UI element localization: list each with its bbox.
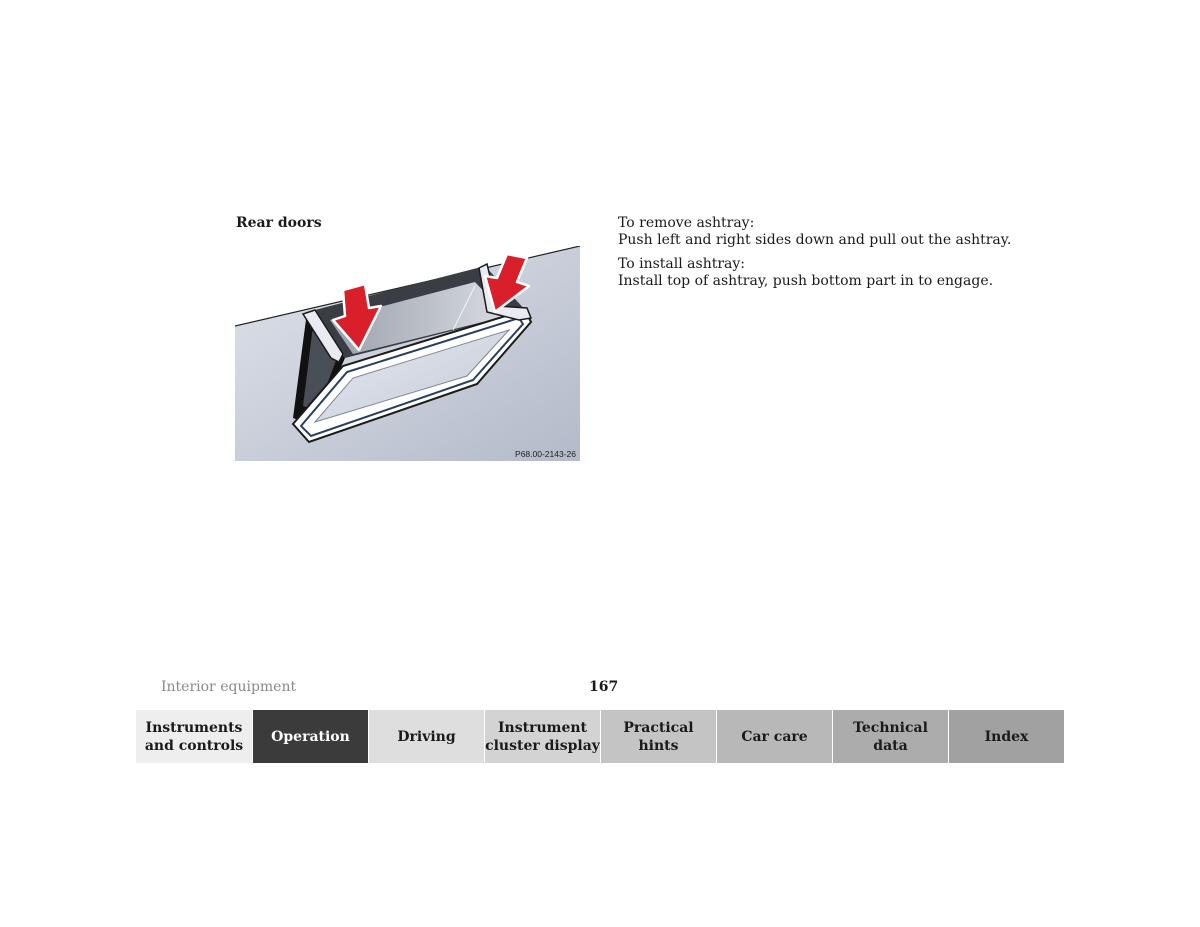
tab-index[interactable]: Index xyxy=(948,710,1064,763)
section-title: Interior equipment xyxy=(161,679,297,695)
remove-text: Push left and right sides down and pull out the ashtray. xyxy=(618,232,1012,248)
tab-instrument-cluster-display[interactable]: Instrument cluster display xyxy=(484,710,600,763)
tab-driving[interactable]: Driving xyxy=(368,710,484,763)
chapter-nav xyxy=(136,710,1064,763)
tab-practical-hints[interactable]: Practical hints xyxy=(600,710,716,763)
install-instruction xyxy=(618,256,1038,290)
tab-operation[interactable]: Operation xyxy=(252,710,368,763)
tab-instruments-and-controls[interactable]: Instruments and controls xyxy=(136,710,252,763)
tab-technical-data[interactable]: Technical data xyxy=(832,710,948,763)
remove-instruction xyxy=(618,215,1038,249)
figure-code: P68.00-2143-26 xyxy=(515,449,576,459)
section-heading: Rear doors xyxy=(236,215,322,231)
install-label: To install ashtray: xyxy=(618,256,746,272)
tab-car-care[interactable]: Car care xyxy=(716,710,832,763)
instruction-text xyxy=(618,215,1038,297)
remove-label: To remove ashtray: xyxy=(618,215,755,231)
page-number: 167 xyxy=(589,679,619,695)
ashtray-illustration xyxy=(235,246,580,461)
install-text: Install top of ashtray, push bottom part in to engage. xyxy=(618,273,994,289)
